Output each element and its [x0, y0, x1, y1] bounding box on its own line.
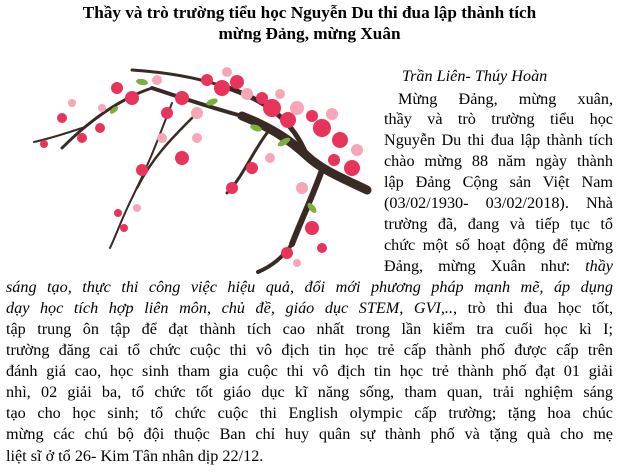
title-line-1: Thầy và trò trường tiểu học Nguyễn Du thi đua lập thành tích [82, 3, 537, 22]
body-line: đánh giá cao, học sinh tham gia cuộc thi vô địch tin học trẻ thành phố đạt 01 giải [6, 362, 613, 380]
leaves [109, 78, 319, 215]
body-line: Đảng, mừng Xuân như: thầy [384, 257, 613, 275]
branches [34, 70, 367, 272]
body-line: tạo cho học sinh; tổ chức cuộc thi English olympic cấp trường; tặng hoa chúc [6, 404, 613, 422]
peach-blossom-image [22, 58, 374, 274]
body-line: thầy và trò trường tiểu học [384, 110, 613, 128]
body-line: Mừng Đảng, mừng xuân, [398, 90, 613, 108]
body-line: (03/02/1930- 03/02/2018). Nhà [384, 194, 613, 212]
body-line: sáng tạo, thực thi công việc hiệu quả, đổi mới phương pháp mạnh mẽ, áp dụng [6, 278, 613, 296]
body-line: trường đăng cai tổ chức cuộc thi vô địch tin học trẻ cấp thành phố được cấp trên [6, 341, 613, 359]
article-author: Trần Liên- Thúy Hoàn [402, 67, 548, 85]
body-line: chức một số hoạt động để mừng [384, 236, 613, 254]
body-line: Nguyễn Du thi đua lập thành tích [384, 131, 613, 149]
title-line-2: mừng Đảng, mừng Xuân [218, 24, 401, 43]
article-title [0, 2, 619, 44]
body-line: tập trung ôn tập để đạt thành tích cao nhất trong lần kiểm tra cuối học kì I; [6, 320, 613, 338]
body-line: chào mừng 88 năm ngày thành [384, 152, 613, 170]
body-line: liệt sĩ ở tổ 26- Kim Tân nhân dịp 22/12. [6, 447, 264, 465]
body-line: trường đã, đang và tiếp tục tổ [384, 215, 613, 233]
body-line: mừng các chú bộ đội thuộc Ban chỉ huy quân sự thành phố và tặng quà cho mẹ [6, 425, 613, 443]
body-line: dạy học tích hợp liên môn, chủ đề, giáo dục STEM, GVI,.., trò thi đua học tốt, [6, 299, 613, 317]
body-line: nhì, 02 giải ba, tổ chức tốt giáo dục kĩ năng sống, tham quan, trải nghiệm sáng [6, 383, 613, 401]
body-line: lập Đảng Cộng sản Việt Nam [384, 173, 613, 191]
